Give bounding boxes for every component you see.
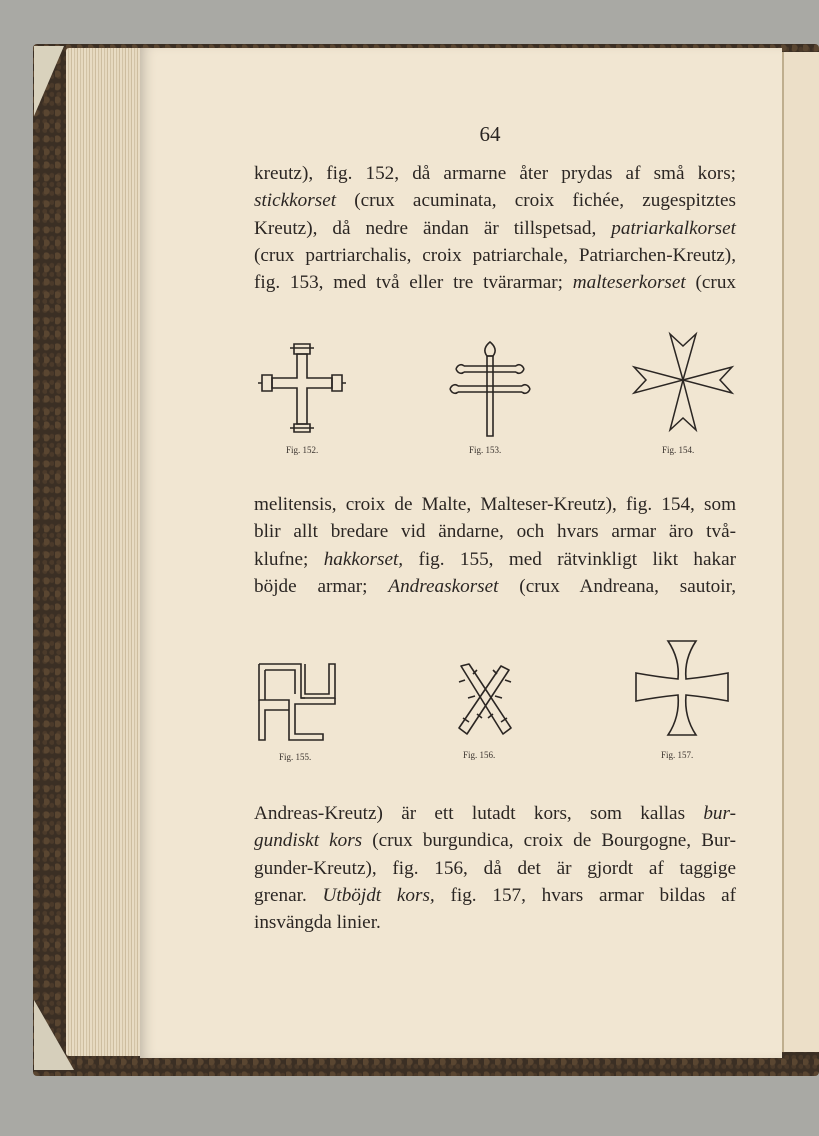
term-patriarkalkorset: patriarkalkorset [611,217,736,239]
text-line: kreutz), fig. 152, då armarne åter prydas af små kors; [254,163,736,184]
text-line: fig. 153, med två eller tre tvärarmar; malteserkorset (crux [254,272,737,294]
text-line: grenar. Utböjdt kors, fig. 157, hvars armar bildas af [254,884,736,906]
caption-fig-157: Fig. 157. [661,750,694,760]
text-line: stickkorset (crux acuminata, croix fichée, zugespitztes [254,190,736,212]
fig-152-cross-crosslet [256,340,348,432]
paragraph-3 [254,800,736,936]
fig-155-swastika [257,662,337,742]
text-line: klufne; hakkorset, fig. 155, med rätvinkligt likt hakar [254,548,737,570]
text-line: blir allt bredare vid ändarne, och hvars armar äro två- [254,521,736,543]
term-malteserkorset: malteserkorset [572,272,686,294]
page-edges [66,48,146,1056]
text-line: (crux partriarchalis, croix patriarchale, Patriarchen-Kreutz), [254,244,736,266]
caption-fig-156: Fig. 156. [463,750,496,760]
fig-154-maltese-cross [632,332,734,432]
caption-fig-155: Fig. 155. [279,752,312,762]
term-utbojdt-kors: Utböjdt kors, [322,884,435,906]
term-burgundiskt-1: bur- [703,803,736,824]
text-line: Andreas-Kreutz) är ett lutadt kors, som kallas bur- [254,803,736,824]
text-line: melitensis, croix de Malte, Malteser-Kreutz), fig. 154, som [254,494,736,515]
fig-153-patriarchal-cross [448,340,532,436]
text-line: Kreutz), då nedre ändan är tillspetsad, patriarkalkorset [254,217,736,239]
paragraph-1 [254,160,736,296]
caption-fig-153: Fig. 153. [469,445,502,455]
fig-156-burgundy-cross [455,662,515,738]
text-line: gundiskt kors (crux burgundica, croix de Bourgogne, Bur- [254,830,736,852]
paragraph-2 [254,491,736,600]
term-stickkorset: stickkorset [254,190,337,212]
caption-fig-154: Fig. 154. [662,445,695,455]
term-andreaskorset: Andreaskorset [388,575,499,597]
text-line: insvängda linier. [254,912,381,934]
text-line: gunder-Kreutz), fig. 156, då det är gjordt af taggige [254,857,736,879]
term-hakkorset: hakkorset, [323,548,404,570]
page-number: 64 [479,122,501,146]
text-line: böjde armar; Andreaskorset (crux Andreana, sautoir, [254,575,736,597]
term-burgundiskt-2: gundiskt kors [254,830,363,852]
fig-157-cross-pattee [634,639,730,737]
facing-page-edge [782,52,819,1052]
caption-fig-152: Fig. 152. [286,445,319,455]
